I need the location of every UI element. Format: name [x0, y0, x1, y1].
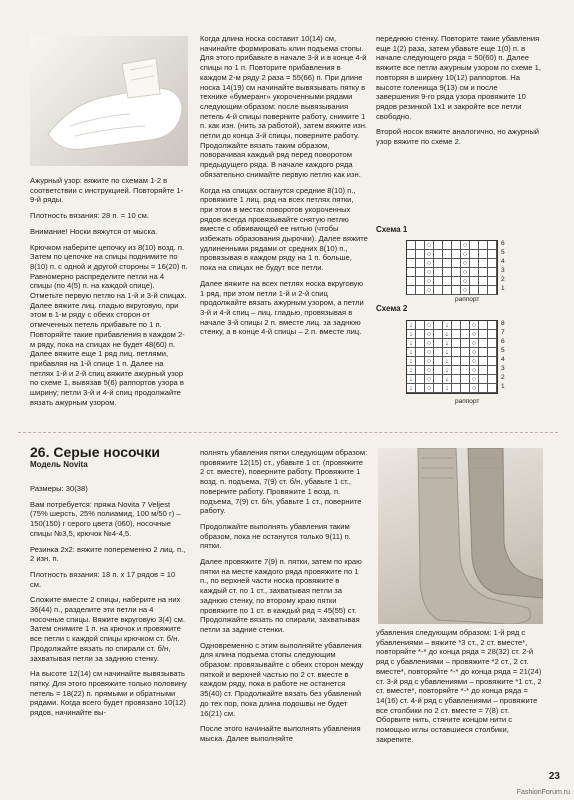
sizes-text: Размеры: 30(38): [30, 484, 88, 493]
chart-cell: [407, 250, 416, 259]
chart-cell: [452, 330, 461, 339]
chart-cell: [416, 250, 425, 259]
attention-text: Внимание! Носки вяжутся от мыска.: [30, 226, 158, 236]
sock-photo-top: [30, 36, 188, 166]
instructions-text: переднюю стенку. Повторите такие убавления еще 1(2) раза, затем убавьте еще 1(0) п. в начале следующего ряда = 50(60) п. Далее вяжите все петли ажурным узором по схеме 1, повторяя в ширину 10(12) раппортов. На высоте голенища 9(13) см и после завершения 9-го ряда узора провяжите 10 рядов резинкой 1х1 и закройте все петли свободно.: [376, 34, 541, 121]
chart-cell: ↓: [407, 330, 416, 339]
chart-cell: [434, 366, 443, 375]
chart-cell: ↓: [407, 375, 416, 384]
chart-cell: ○: [470, 375, 479, 384]
chart-cell: [470, 241, 479, 250]
chart-cell: ↓: [443, 321, 452, 330]
chart-row-number: 3: [501, 267, 505, 274]
chart-cell: [452, 366, 461, 375]
scheme-1-title: Схема 1: [376, 225, 408, 234]
chart-row-number: 4: [501, 356, 505, 363]
chart-cell: [443, 277, 452, 286]
chart-cell: [479, 286, 488, 295]
chart-cell: [434, 250, 443, 259]
chart-cell: [452, 357, 461, 366]
instructions-text: Далее вяжите на всех петлях носка вкруговую 1 ряд, при этом петли 1-й и 2-й спиц продолжайте вязать ажурным узором, а петли 3-й и 4-й спиц – лиц. гладью, провязывая в начале 3-й спицы 2 п. вместе лиц. за заднюю стенку, а в конце 4-й спицы – 2 п. вместе лиц.: [200, 278, 364, 337]
instructions-text: На высоте 12(14) см начинайте вывязывать пятку. Для этого провяжите только половину петель = 18(22) п. прямыми и обратными рядами. Когда всего будет провязано 10(12) рядов, начинайте вы-: [30, 669, 187, 718]
chart-cell: [407, 286, 416, 295]
chart-cell: [488, 321, 497, 330]
chart-cell: [488, 259, 497, 268]
chart-cell: [488, 348, 497, 357]
chart-cell: [479, 339, 488, 348]
chart-cell: ○: [470, 357, 479, 366]
chart-cell: [488, 250, 497, 259]
chart-cell: [461, 375, 470, 384]
chart-cell: ↓: [443, 357, 452, 366]
chart-cell: [452, 286, 461, 295]
gauge-text: Плотность вязания: 18 п. х 17 рядов = 10 см.: [30, 569, 176, 589]
chart-cell: ○: [425, 348, 434, 357]
chart-cell: [407, 277, 416, 286]
rapport-label: раппорт: [455, 296, 480, 303]
chart-cell: [434, 357, 443, 366]
chart-row-number: 7: [501, 329, 505, 336]
chart-cell: [488, 241, 497, 250]
chart-cell: ○: [425, 241, 434, 250]
chart-cell: [479, 348, 488, 357]
chart-cell: [488, 286, 497, 295]
chart-row-number: 2: [501, 374, 505, 381]
scheme-1-chart: [406, 240, 505, 295]
chart-row-number: 1: [501, 383, 505, 390]
chart-cell: [416, 375, 425, 384]
chart-cell: [488, 357, 497, 366]
rapport-label: раппорт: [455, 398, 480, 405]
scheme-2-chart: [406, 320, 505, 394]
chart-cell: ○: [425, 286, 434, 295]
chart-cell: [488, 268, 497, 277]
chart-cell: [416, 366, 425, 375]
chart-row-number: 4: [501, 258, 505, 265]
top-column-2: [200, 34, 368, 343]
chart-row-number: 6: [501, 338, 505, 345]
chart-cell: [470, 268, 479, 277]
instructions-text: полнять убавления пятки следующим образом: провяжите 12(15) ст., убавьте 1 ст. (провяжите 2 ст. вместе), поверните работу. Провяжите 1 возд. п. подъема, 7(9) ст. б/н, убавьте 1 ст., поверните работу. Провяжите 1 возд. п. подъема, 7(9) ст. б/н, убавьте 1 ст., поверните работу.: [200, 448, 368, 516]
chart-cell: [452, 348, 461, 357]
bottom-column-3: [376, 628, 542, 750]
chart-cell: [461, 366, 470, 375]
chart-cell: ↓: [407, 366, 416, 375]
chart-cell: [461, 384, 470, 393]
chart-cell: [407, 259, 416, 268]
chart-cell: [488, 375, 497, 384]
instructions-text: Крючком наберите цепочку из 8(10) возд. п. Затем по цепочке на спицы поднимите по 8(10) п. с одной и другой стороны = 16(20) п. Равномерно распределите петли на 4 спицы (по 4(5) п. на каждой спице). Отметьте первую петлю на 1-й и 3-й спицах. Далее вяжите лиц. гладью вкруговую, при этом в 1-м ряду с обеих сторон от отмеченных петель прибавьте по 1 п. Повторяйте такие прибавления в каждом 2-м ряду, пока на спицах не будет 48(60) п. Далее вяжите еще 1 ряд лиц. петлями, прибавляя на 1-й спице 1 п. Далее на петлях 1-й и 2-й спиц вяжите ажурный узор по схеме 1, вывязав 5(6) раппортов узора в ширину; петли 3-й и 4-й спиц продолжайте вязать ажурным узором.: [30, 242, 188, 407]
chart-cell: ○: [425, 330, 434, 339]
chart-cell: ↓: [407, 384, 416, 393]
scheme-2-title: Схема 2: [376, 304, 408, 313]
top-column-1: [30, 176, 188, 413]
bottom-column-1: [30, 484, 188, 724]
chart-cell: [416, 357, 425, 366]
chart-row-number: 3: [501, 365, 505, 372]
chart-cell: [416, 268, 425, 277]
chart-cell: ○: [470, 366, 479, 375]
chart-cell: ○: [461, 286, 470, 295]
chart-cell: ○: [425, 259, 434, 268]
chart-cell: ○: [461, 250, 470, 259]
sock-photo-bottom: [378, 448, 543, 624]
chart-cell: [479, 375, 488, 384]
chart-cell: [452, 268, 461, 277]
chart-cell: ○: [470, 330, 479, 339]
chart-cell: [479, 357, 488, 366]
chart-row-number: 1: [501, 285, 505, 292]
chart-row-number: 5: [501, 249, 505, 256]
chart-cell: [416, 330, 425, 339]
chart-cell: ○: [461, 277, 470, 286]
chart-cell: [452, 339, 461, 348]
chart-row-number: 2: [501, 276, 505, 283]
chart-cell: [434, 277, 443, 286]
chart-cell: ○: [425, 357, 434, 366]
chart-cell: [452, 375, 461, 384]
chart-cell: ↓: [407, 357, 416, 366]
chart-cell: [434, 375, 443, 384]
chart-cell: ○: [470, 321, 479, 330]
chart-cell: [434, 241, 443, 250]
chart-cell: [434, 268, 443, 277]
chart-cell: [488, 339, 497, 348]
chart-row-number: 5: [501, 347, 505, 354]
chart-cell: [479, 366, 488, 375]
chart-cell: ○: [425, 277, 434, 286]
chart-cell: [416, 277, 425, 286]
chart-cell: [488, 277, 497, 286]
chart-cell: ○: [461, 241, 470, 250]
chart-cell: [416, 241, 425, 250]
chart-cell: [452, 321, 461, 330]
chart-cell: [452, 250, 461, 259]
chart-cell: [479, 268, 488, 277]
chart-cell: [443, 268, 452, 277]
chart-cell: ↓: [443, 339, 452, 348]
chart-cell: ○: [425, 268, 434, 277]
instructions-text: Продолжайте выполнять убавления таким образом, пока не останутся только 9(11) п. пятки.: [200, 521, 351, 551]
chart-cell: [479, 330, 488, 339]
chart-cell: [461, 330, 470, 339]
top-column-3: [376, 34, 542, 153]
chart-cell: [416, 321, 425, 330]
chart-cell: ○: [425, 375, 434, 384]
chart-cell: [488, 366, 497, 375]
chart-cell: [488, 384, 497, 393]
chart-cell: ↓: [443, 330, 452, 339]
chart-cell: ↓: [443, 366, 452, 375]
watermark: FashionForum.ru: [516, 789, 570, 796]
chart-cell: [479, 259, 488, 268]
instructions-text: Когда на спицах останутся средние 8(10) п., провяжите 1 лиц. ряд на всех петлях пятки, при этом в местах поворотов укороченных рядов всегда провязывайте снятую петлю вместе с обвивающей ее нитью (чтобы избежать образования дырочки). Далее вяжите удлиненными рядами от средних 8(10) п., провязывая в каждом ряду на 1 п. больше, пока на спицах не будут все петли.: [200, 185, 368, 273]
chart-cell: [470, 250, 479, 259]
second-sock-text: Второй носок вяжите аналогично, но ажурный узор вяжите по схеме 2.: [376, 127, 540, 147]
chart-cell: ↓: [407, 339, 416, 348]
chart-cell: [416, 384, 425, 393]
model-label: Модель Novita: [30, 460, 88, 469]
chart-cell: [461, 357, 470, 366]
chart-cell: ○: [470, 339, 479, 348]
chart-cell: ○: [425, 384, 434, 393]
chart-cell: [443, 250, 452, 259]
chart-cell: ○: [425, 366, 434, 375]
chart-cell: [461, 321, 470, 330]
materials-text: Вам потребуется: пряжа Novita 7 Veljest (75% шерсть, 25% полиамид, 100 м/50 г) – 150(150) г серого цвета (060), носочные спицы №3,5, крючок №4-4,5.: [30, 499, 181, 538]
chart-cell: [443, 241, 452, 250]
chart-cell: [416, 348, 425, 357]
chart-cell: [488, 330, 497, 339]
chart-cell: [407, 241, 416, 250]
chart-cell: ↓: [407, 321, 416, 330]
rib-text: Резинка 2х2: вяжите попеременно 2 лиц. п., 2 изн. п.: [30, 544, 186, 564]
chart-cell: [434, 339, 443, 348]
chart-cell: ↓: [443, 348, 452, 357]
chart-cell: [452, 259, 461, 268]
chart-cell: ○: [425, 250, 434, 259]
chart-cell: [434, 330, 443, 339]
section-divider: [18, 432, 558, 433]
chart-cell: [479, 277, 488, 286]
chart-cell: [443, 259, 452, 268]
chart-cell: [479, 250, 488, 259]
toe-decrease-text: убавления следующим образом: 1-й ряд с убавлениями – вяжите *3 ст., 2 ст. вместе*, повторяйте *-* до конца ряда = 28(32) ст. 2-й ряд с убавлениями – провяжите *2 ст., 2 ст. вместе*, повторяйте *-* до конца ряда = 21(24) ст. 3-й ряд с убавлениями – провяжите *1 ст., 2 ст. вместе*, повторяйте *-* до конца ряда = 14(16) ст. 4-й ряд с убавлениями – провяжите все столбики по 2 ст. вместе = 7(8) ст. Оборвите нить, стяните концом нити с помощью иглы оставшиеся столбики, закрепите.: [376, 628, 542, 744]
chart-cell: [434, 321, 443, 330]
chart-cell: ○: [425, 321, 434, 330]
chart-cell: [434, 286, 443, 295]
chart-row-number: 6: [501, 240, 505, 247]
chart-cell: [452, 241, 461, 250]
chart-cell: [452, 384, 461, 393]
chart-cell: [443, 286, 452, 295]
chart-cell: ○: [470, 348, 479, 357]
chart-cell: [434, 259, 443, 268]
chart-cell: [452, 277, 461, 286]
page-number: 23: [548, 771, 560, 782]
chart-cell: [416, 339, 425, 348]
chart-cell: [416, 286, 425, 295]
chart-cell: [434, 348, 443, 357]
chart-cell: [461, 339, 470, 348]
instructions-text: Одновременно с этим выполняйте убавления для клина подъема стопы следующим образом: провязывайте с обеих сторон между пяткой и верхней частью по 2 ст. вместе в каждом ряду, пока в работе не останется 35(40) ст. Продолжайте вязать без убавлений до тех пор, пока длина подошвы не будет 16(21) см.: [200, 640, 364, 718]
chart-cell: [470, 259, 479, 268]
chart-cell: ○: [425, 339, 434, 348]
bottom-column-2: [200, 448, 368, 750]
chart-cell: [461, 348, 470, 357]
instructions-text: После этого начинайте выполнять убавления мыска. Далее выполняйте: [200, 724, 361, 743]
chart-cell: ↓: [443, 375, 452, 384]
chart-cell: [479, 321, 488, 330]
chart-cell: ○: [461, 259, 470, 268]
instructions-text: Сложите вместе 2 спицы, наберите на них 36(44) п., разделите эти петли на 4 носочные спицы. Вяжите вкруговую 3(4) см. Затем снимите 1 п. на крючок и провяжите все петли с каждой спицы крючком ст. б/н. Продолжайте вязать по спирали ст. б/н, захватывая петли за заднюю стенку.: [30, 595, 185, 663]
chart-cell: [470, 277, 479, 286]
chart-cell: [434, 384, 443, 393]
chart-cell: ○: [461, 268, 470, 277]
instructions-text: Когда длина носка составит 10(14) см, начинайте формировать клин подъема стопы. Для этого прибавьте в начале 3-й и в конце 4-й спицы по 1 п. Повторите прибавления в каждом 2-м ряду 2 раза = 55(66) п. При длине носка 14(19) см начинайте вывязывать пятку в технике «бумеранг» укороченными рядами следующим образом: после вывязывания петель 4-й спицы поверните работу, снимите 1 п. как изн. (нить за работой), затем вяжите изн. петли до конца 3-й спицы, поверните работу. Продолжайте вязать таким образом, поворачивая каждый ряд перед поворотом предыдущего ряда. В начале каждого ряда обязательно снимайте первую петлю как изн.: [200, 34, 368, 179]
chart-cell: [470, 286, 479, 295]
chart-cell: [407, 268, 416, 277]
openwork-pattern-text: Ажурный узор: вяжите по схемам 1-2 в соответствии с инструкцией. Повторяйте 1-9-й ряды.: [30, 176, 184, 205]
chart-row-number: 8: [501, 320, 505, 327]
chart-cell: ↓: [407, 348, 416, 357]
chart-cell: [479, 241, 488, 250]
pattern-title: 26. Серые носочки: [30, 444, 160, 460]
chart-cell: [416, 259, 425, 268]
instructions-text: Далее провяжите 7(9) п. пятки, затем по краю пятки на месте каждого ряда провяжите по 1 п., по верхней части носка провяжите в каждый ст. по 1 ст., захватывая петли за заднюю стенку, по второму краю пятки провяжите по 1 ст. в каждый ряд = 45(55) ст. Продолжайте вязать по спирали, захватывая петли за задние стенки.: [200, 557, 362, 634]
chart-cell: ○: [470, 384, 479, 393]
chart-cell: ↓: [443, 384, 452, 393]
gauge-text: Плотность вязания: 28 п. = 10 см.: [30, 211, 149, 221]
chart-cell: [479, 384, 488, 393]
